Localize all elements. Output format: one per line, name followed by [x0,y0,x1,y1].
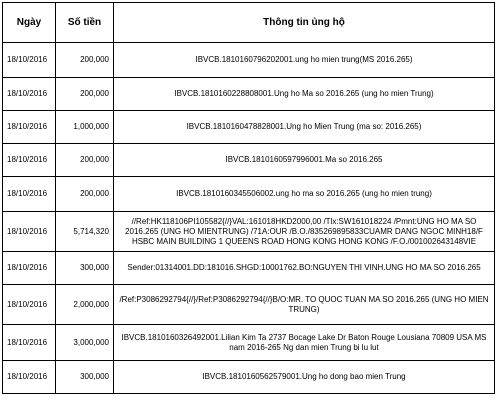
info-cell: IBVCB.1810160228808001.Ung ho Ma so 2016.265 (ung ho mien Trung) [114,78,495,111]
table-row [3,212,495,252]
date-cell: 18/10/2016 [3,111,56,144]
date-cell: 18/10/2016 [3,212,56,252]
header-amount: Số tiền [56,3,114,43]
amount-cell: 200,000 [56,78,114,111]
date-cell: 18/10/2016 [3,177,56,212]
table-row [3,325,495,361]
header-date: Ngày [3,3,56,43]
date-cell: 18/10/2016 [3,252,56,285]
date-cell: 18/10/2016 [3,78,56,111]
info-cell: IBVCB.1810160597996001.Ma so 2016.265 [114,144,495,177]
table-body [3,43,495,394]
table-row [3,78,495,111]
table-header [3,3,495,43]
table-row [3,285,495,325]
header-info: Thông tin ủng hộ [114,3,495,43]
amount-cell: 2,000,000 [56,285,114,325]
amount-cell: 3,000,000 [56,325,114,361]
amount-cell: 300,000 [56,252,114,285]
date-cell: 18/10/2016 [3,43,56,78]
info-cell: Sender:01314001.DD:181016.SHGD:10001762.BO:NGUYEN THI VINH.UNG HO MA SO 2016.265 [114,252,495,285]
date-cell: 18/10/2016 [3,361,56,394]
date-cell: 18/10/2016 [3,325,56,361]
info-cell: IBVCB.1810160796202001.ung ho mien trung(MS 2016.265) [114,43,495,78]
amount-cell: 5,714,320 [56,212,114,252]
info-cell: //Ref:HK118106PI105582{//}VAL:161018HKD2000,00 /Tlx:SW161018224 /Pmnt:UNG HO MA SO 2016.265 (UNG HO MIENTRUNG) /71A:OUR /B.O./835269895833CUAMR DANG NGOC MINH18/F HSBC MAIN BUILDING 1 QUEENS ROAD HONG KONG HONG KONG /F.O./001002643148VIE [114,212,495,252]
amount-cell: 200,000 [56,43,114,78]
table-row [3,361,495,394]
amount-cell: 200,000 [56,177,114,212]
header-row [3,3,495,43]
date-cell: 18/10/2016 [3,285,56,325]
amount-cell: 200,000 [56,144,114,177]
table-row [3,177,495,212]
donation-table [2,2,495,394]
info-cell: IBVCB.1810160345506002.ung ho ma so 2016.265 (ung ho mien trung) [114,177,495,212]
amount-cell: 300,000 [56,361,114,394]
table-row [3,144,495,177]
info-cell: IBVCB.1810160478828001.Ung ho Mien Trung (ma so: 2016.265) [114,111,495,144]
info-cell: IBVCB.1810160562579001.Ung ho dong bao mien Trung [114,361,495,394]
info-cell: IBVCB.1810160326492001.Lilian Kim Ta 2737 Bocage Lake Dr Baton Rouge Lousiana 70809 USA MS nam 2016-265 Ng dan mien Trung bi lu lut [114,325,495,361]
info-cell: /Ref:P3086292794{//}/Ref:P3086292794{//}B/O:MR. TO QUOC TUAN MA SO 2016.265 (UNG HO MIEN TRUNG) [114,285,495,325]
amount-cell: 1,000,000 [56,111,114,144]
date-cell: 18/10/2016 [3,144,56,177]
table-row [3,43,495,78]
table-row [3,111,495,144]
table-row [3,252,495,285]
